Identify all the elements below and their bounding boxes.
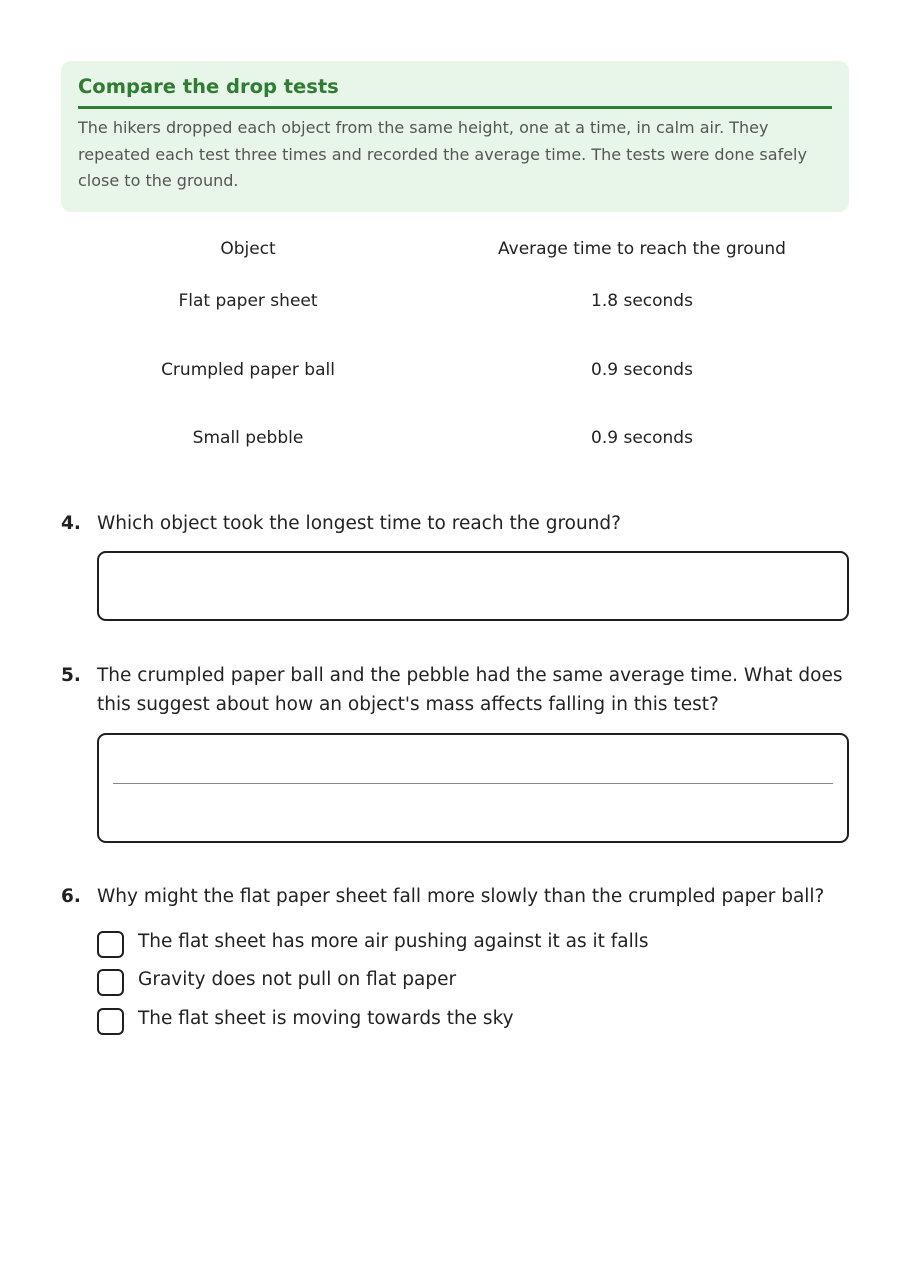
drop-test-table <box>61 231 849 473</box>
question-6 <box>61 882 849 1041</box>
info-body: The hikers dropped each object from the same height, one at a time, in calm air. They repeated each test three times and recorded the average time. The tests were done safely close to the ground. <box>78 118 807 191</box>
column-header-time: Average time to reach the ground <box>498 238 786 259</box>
option-label: The flat sheet has more air pushing against it as it falls <box>138 930 649 952</box>
table-header-row <box>61 231 849 267</box>
table-cell-time: 1.8 seconds <box>591 291 693 312</box>
table-row <box>61 267 849 336</box>
question-text: The crumpled paper ball and the pebble had the same average time. What does this suggest about how an object's mass affects falling in this test? <box>97 665 843 715</box>
option-item[interactable] <box>97 964 849 1003</box>
option-item[interactable] <box>97 1002 849 1041</box>
checkbox[interactable] <box>97 969 124 996</box>
question-number: 6. <box>61 886 81 907</box>
info-title: Compare the drop tests <box>78 75 832 109</box>
question-number: 4. <box>61 513 81 534</box>
table-row <box>61 335 849 404</box>
table-cell-object: Flat paper sheet <box>178 291 318 312</box>
option-item[interactable] <box>97 925 849 964</box>
question-number: 5. <box>61 665 81 686</box>
table-cell-time: 0.9 seconds <box>591 359 693 380</box>
question-text: Which object took the longest time to reach the ground? <box>97 513 621 534</box>
question-5 <box>61 661 849 843</box>
option-label: Gravity does not pull on flat paper <box>138 969 457 991</box>
table-cell-time: 0.9 seconds <box>591 428 693 449</box>
worksheet-page <box>61 61 849 1029</box>
answer-box-q4[interactable] <box>97 551 849 621</box>
table-row <box>61 404 849 473</box>
table-cell-object: Small pebble <box>192 428 304 449</box>
column-header-object: Object <box>220 238 276 259</box>
checkbox[interactable] <box>97 1008 124 1035</box>
question-4 <box>61 509 849 621</box>
answer-box-q5[interactable] <box>97 733 849 843</box>
info-box <box>61 61 849 212</box>
checkbox[interactable] <box>97 931 124 958</box>
options-list <box>61 925 849 1041</box>
table-cell-object: Crumpled paper ball <box>161 359 335 380</box>
option-label: The flat sheet is moving towards the sky <box>138 1007 514 1029</box>
answer-line <box>113 783 833 784</box>
question-text: Why might the flat paper sheet fall more slowly than the crumpled paper ball? <box>97 886 825 907</box>
